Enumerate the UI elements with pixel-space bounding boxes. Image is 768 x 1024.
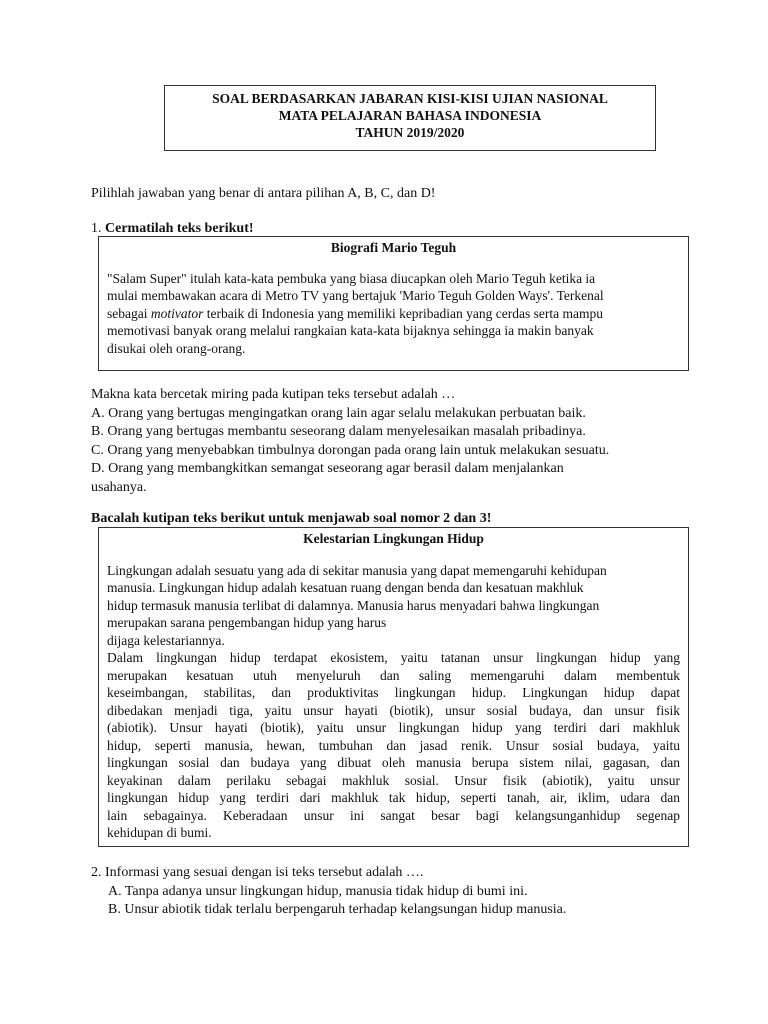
passage-line: hidup termasuk manusia terlibat di dalamnya. Manusia harus menyadari bahwa lingkungan [107, 597, 600, 613]
question-2-block [91, 864, 566, 920]
document-header [164, 85, 656, 151]
passage-line: merupakan sarana pengembangan hidup yang harus [107, 615, 387, 630]
general-instruction: Pilihlah jawaban yang benar di antara pilihan A, B, C, dan D! [91, 186, 436, 201]
option-c: C. Orang yang menyebabkan timbulnya dorongan pada orang lain untuk melakukan sesuatu. [91, 442, 610, 458]
passage-line: disukai oleh orang-orang. [107, 340, 246, 356]
passage-line: Dalam lingkungan hidup terdapat ekosistem, yaitu tatanan unsur lingkungan hidup yang [107, 650, 680, 665]
option-d: D. Orang yang membangkitkan semangat seseorang agar berasil dalam menjalankan [91, 461, 564, 476]
passage-line: hidup, seperti manusia, hewan, tumbuhan dan jasad renik. Unsur sosial budaya, yaitu [107, 737, 680, 753]
passage-line: (abiotik). Unsur hayati (biotik), yaitu unsur lingkungan hidup yang terdiri dari makhluk [107, 720, 680, 735]
question-2-text: 2. Informasi yang sesuai dengan isi teks tersebut adalah …. [91, 865, 424, 880]
question-1-text: Makna kata bercetak miring pada kutipan teks tersebut adalah … [91, 387, 456, 402]
passage-box-kelestarian [98, 527, 689, 847]
passage-line-end: terbaik di Indonesia yang memiliki kepribadian yang cerdas serta mampu [203, 305, 603, 321]
passage-line: manusia. Lingkungan hidup adalah kesatuan ruang dengan benda dan kesatuan makhluk [107, 580, 584, 595]
passage-box-biografi [98, 236, 689, 371]
passage-line: lain sebagainya. Keberadaan unsur ini sangat besar bagi kelangsunganhidup segenap [107, 807, 680, 823]
header-title-line1: SOAL BERDASARKAN JABARAN KISI-KISI UJIAN NASIONAL [212, 91, 608, 106]
passage-line: keyakinan dalam perilaku sebagai makhluk sosial. Unsur fisik (abiotik), yaitu unsur [107, 772, 680, 788]
question-1-block [91, 386, 609, 497]
passage-line: lingkungan hidup yang terdiri dari makhluk tak hidup, seperti tanah, air, iklim, udara dan [107, 790, 680, 805]
question-1-instruction: Cermatilah teks berikut! [105, 221, 254, 236]
passage-line: mulai membawakan acara di Metro TV yang bertajuk 'Mario Teguh Golden Ways'. Terkenal [107, 288, 604, 303]
question-1-number: 1. [91, 221, 102, 236]
passage-line: Lingkungan adalah sesuatu yang ada di sekitar manusia yang dapat memengaruhi kehidupan [107, 562, 607, 578]
passage-line: kehidupan di bumi. [107, 825, 212, 840]
option-b: B. Orang yang bertugas membantu seseorang dalam menyelesaikan masalah pribadinya. [91, 424, 586, 439]
option-a: A. Orang yang bertugas mengingatkan orang lain agar selalu melakukan perbuatan baik. [91, 405, 586, 421]
passage-line [107, 305, 680, 323]
option-a: A. Tanpa adanya unsur lingkungan hidup, manusia tidak hidup di bumi ini. [108, 883, 528, 899]
header-title-line2: MATA PELAJARAN BAHASA INDONESIA [278, 108, 542, 123]
passage-line: keseimbangan, stabilitas, dan produktivitas lingkungan hidup. Lingkungan hidup dapat [107, 685, 680, 700]
italic-word-motivator: motivator [150, 305, 204, 321]
passage-title-kelestarian: Kelestarian Lingkungan Hidup [303, 531, 484, 546]
passage-title-biografi: Biografi Mario Teguh [330, 240, 457, 255]
passage-2-instruction: Bacalah kutipan teks berikut untuk menjawab soal nomor 2 dan 3! [91, 511, 492, 526]
passage-line-start: sebagai [107, 305, 151, 321]
passage-line: dijaga kelestariannya. [107, 632, 225, 648]
option-d-continuation: usahanya. [91, 479, 147, 495]
option-b: B. Unsur abiotik tidak terlalu berpengaruh terhadap kelangsungan hidup manusia. [108, 902, 567, 917]
passage-line: "Salam Super" itulah kata-kata pembuka yang biasa diucapkan oleh Mario Teguh ketika ia [107, 270, 596, 286]
passage-line: dibedakan menjadi tiga, yaitu unsur hayati (biotik), unsur sosial budaya, dan unsur fisik [107, 702, 680, 718]
passage-line: merupakan kesatuan utuh menyeluruh dan saling memengaruhi dalam membentuk [107, 667, 680, 683]
passage-line: lingkungan sosial dan budaya yang dibuat oleh manusia berupa sistem nilai, gagasan, dan [107, 755, 680, 770]
header-title-line3: TAHUN 2019/2020 [355, 125, 465, 140]
passage-line: memotivasi banyak orang melalui rangkaian kata-kata bijaknya sehingga ia makin banyak [107, 323, 594, 338]
